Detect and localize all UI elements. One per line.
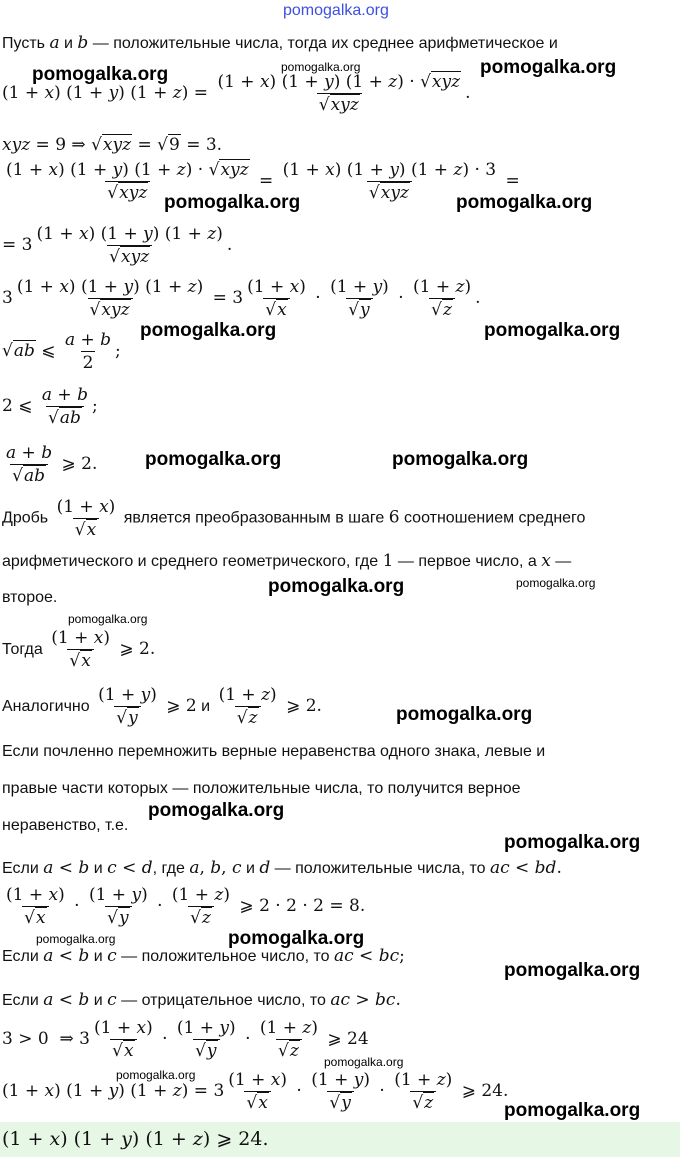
text-togda: Тогда $\frac{(1 + x)}{√x}$ ⩾ 2. bbox=[2, 628, 156, 671]
text-second: второе. bbox=[2, 589, 58, 606]
watermark: pomogalka.org bbox=[36, 932, 116, 946]
watermark: pomogalka.org bbox=[164, 192, 301, 213]
watermark: pomogalka.org bbox=[148, 800, 285, 821]
watermark: pomogalka.org bbox=[324, 1055, 404, 1069]
equation-3: (1 + x) (1 + y) (1 + z) · √xyz √xyz = (1 + x) (1 + y) (1 + z) · 3 √xyz = bbox=[6, 160, 520, 203]
text-esli-1: Если a < b и c < d, где a, b, c и d — положительные числа, то ac < bd. bbox=[2, 858, 562, 878]
equation-2: xyz = 9 ⇒ √xyz = √9 = 3. bbox=[2, 135, 223, 155]
watermark: pomogalka.org bbox=[480, 57, 617, 78]
equation-5: 3 (1 + x) (1 + y) (1 + z) √xyz = 3 $\frac{(1 + x)}{√x}$ · $\frac{(1 + y)}{√y}$ · $\frac{(1 + z)}{√z}$ . bbox=[2, 277, 481, 320]
watermark: pomogalka.org bbox=[68, 612, 148, 626]
equation-9: $\frac{(1 + x)}{√x}$ · $\frac{(1 + y)}{√y}$ · $\frac{(1 + z)}{√z}$ ⩾ 2 · 2 · 2 = 8. bbox=[6, 885, 366, 928]
text-line-arith: арифметического и среднего геометрического, где 1 — первое число, а x — bbox=[2, 551, 572, 571]
watermark: pomogalka.org bbox=[228, 928, 365, 949]
watermark: pomogalka.org bbox=[504, 960, 641, 981]
watermark: pomogalka.org bbox=[116, 1068, 196, 1082]
watermark: pomogalka.org bbox=[396, 704, 533, 725]
text-p3: неравенство, т.е. bbox=[2, 817, 129, 834]
watermark: pomogalka.org bbox=[268, 576, 405, 597]
watermark: pomogalka.org bbox=[281, 60, 361, 74]
watermark: pomogalka.org bbox=[32, 64, 169, 85]
answer-equation: (1 + x) (1 + y) (1 + z) ⩾ 24. bbox=[2, 1128, 269, 1150]
text-drob: Дробь $\frac{(1 + x)}{√x}$ является преобразованным в шаге 6 соотношением среднего bbox=[2, 497, 586, 540]
watermark: pomogalka.org bbox=[140, 320, 277, 341]
watermark: pomogalka.org bbox=[484, 320, 621, 341]
watermark: pomogalka.org bbox=[504, 1100, 641, 1121]
watermark: pomogalka.org bbox=[392, 449, 529, 470]
equation-4: = 3 (1 + x) (1 + y) (1 + z) √xyz . bbox=[2, 224, 233, 267]
equation-6: √ab ⩽ $\frac{a + b}{2}$ ; bbox=[2, 330, 121, 373]
equation-8: $\frac{a + b}{√ab}$ ⩾ 2. bbox=[6, 443, 98, 486]
text-esli-3: Если a < b и c — отрицательное число, то ac > bc. bbox=[2, 990, 401, 1010]
text-esli-2: Если a < b и c — положительное число, то ac < bc; bbox=[2, 946, 405, 966]
text-line-1: Пусть a и b — положительные числа, тогда их среднее арифметическое и bbox=[2, 33, 558, 53]
equation-10: 3 > 0 ⇒ 3 $\frac{(1 + x)}{√x}$ · $\frac{(1 + y)}{√y}$ · $\frac{(1 + z)}{√z}$ ⩾ 24 bbox=[2, 1018, 369, 1061]
watermark: pomogalka.org bbox=[456, 192, 593, 213]
equation-11: (1 + x) (1 + y) (1 + z) = 3 $\frac{(1 + x)}{√x}$ · $\frac{(1 + y)}{√y}$ · $\frac{(1 + z)}{√z}$ ⩾ 24. bbox=[2, 1070, 509, 1113]
header-watermark: pomogalka.org bbox=[283, 2, 389, 19]
watermark: pomogalka.org bbox=[145, 449, 282, 470]
text-p1: Если почленно перемножить верные неравенства одного знака, левые и bbox=[2, 743, 546, 760]
equation-1: (1 + x) (1 + y) (1 + z) = (1 + x) (1 + y) (1 + z) · √xyz √xyz . bbox=[2, 72, 471, 115]
watermark: pomogalka.org bbox=[504, 832, 641, 853]
text-p2: правые части которых — положительные числа, то получится верное bbox=[2, 780, 521, 797]
text-analog: Аналогично $\frac{(1 + y)}{√y}$ ⩾ 2 и $\frac{(1 + z)}{√z}$ ⩾ 2. bbox=[2, 685, 322, 728]
equation-7: 2 ⩽ $\frac{a + b}{√ab}$ ; bbox=[2, 385, 98, 428]
watermark: pomogalka.org bbox=[516, 576, 596, 590]
